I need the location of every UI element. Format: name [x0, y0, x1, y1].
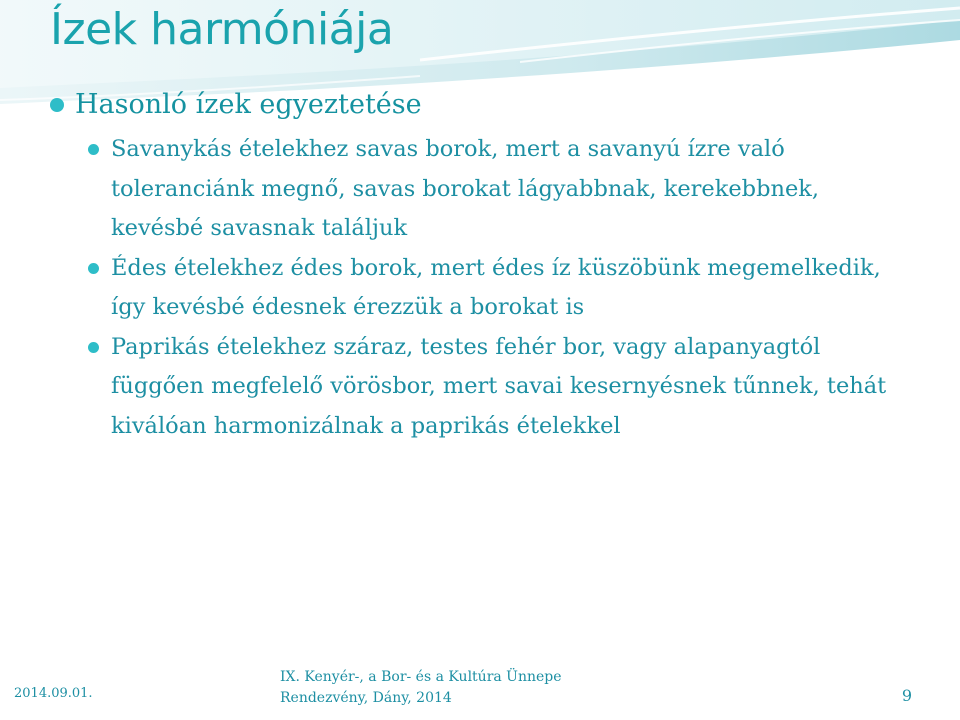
footer-event-line-2: Rendezvény, Dány, 2014	[280, 690, 452, 706]
slide-title: Ízek harmóniája	[50, 4, 394, 55]
page-number: 9	[901, 686, 912, 705]
sub-bullet-item	[50, 328, 901, 447]
sub-bullet-text: Savanykás ételekhez savas borok, mert a savanyú ízre való toleranciánk megnő, savas borokat lágyabbnak, kerekebbnek, kevésbé savasnak találjuk	[111, 136, 820, 241]
sub-bullet-item	[50, 249, 901, 328]
sub-bullet-item	[50, 130, 901, 249]
bullet-dot-icon	[50, 98, 64, 112]
bullet-dot-icon	[88, 342, 99, 353]
main-bullet-text: Hasonló ízek egyeztetése	[75, 89, 422, 120]
main-bullet-item	[50, 86, 930, 124]
bullet-dot-icon	[88, 263, 99, 274]
footer-date: 2014.09.01.	[14, 686, 93, 701]
footer-event-line-1: IX. Kenyér-, a Bor- és a Kultúra Ünnepe	[280, 669, 562, 685]
bullet-dot-icon	[88, 144, 99, 155]
sub-bullet-list	[50, 130, 930, 446]
slide-content	[50, 86, 930, 446]
sub-bullet-text: Paprikás ételekhez száraz, testes fehér bor, vagy alapanyagtól függően megfelelő vörösbor, mert savai kesernyésnek tűnnek, tehát kiválóan harmonizálnak a paprikás ételekkel	[111, 333, 887, 439]
footer-event	[280, 667, 562, 709]
sub-bullet-text: Édes ételekhez édes borok, mert édes íz küszöbünk megemelkedik, így kevésbé édesnek érezzük a borokat is	[111, 254, 881, 320]
